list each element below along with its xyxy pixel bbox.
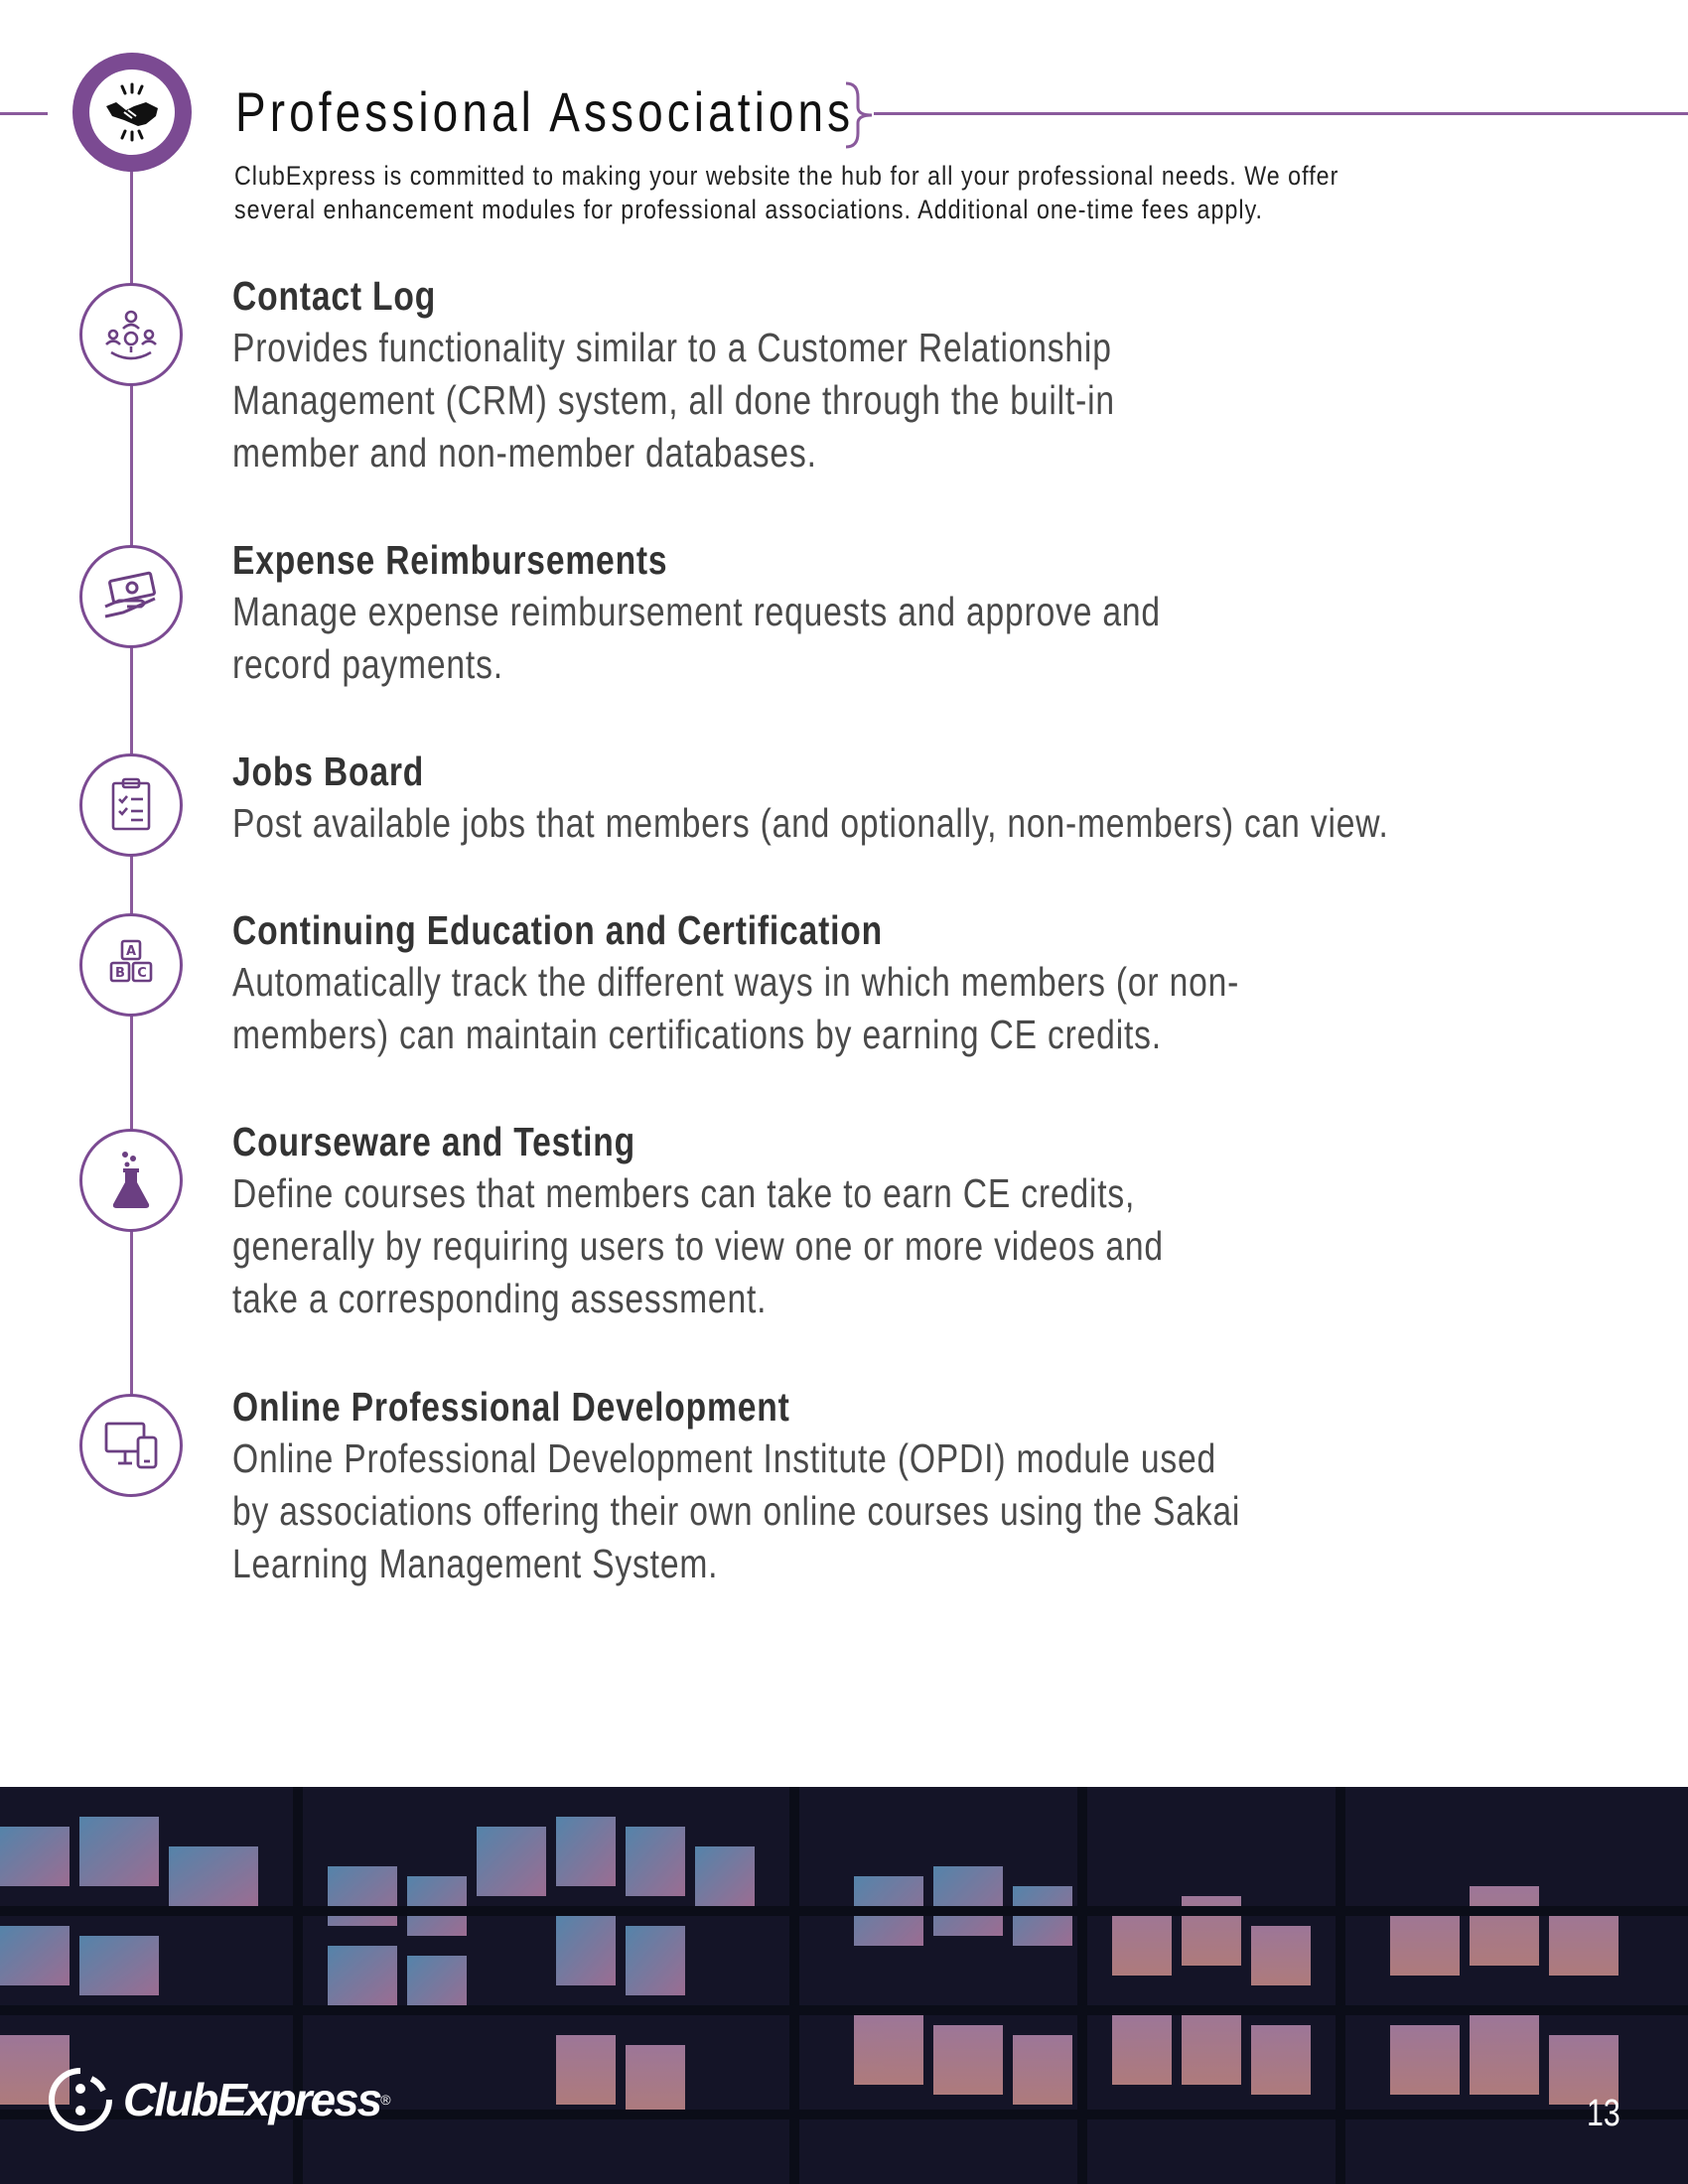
expense-reimbursements-badge xyxy=(79,545,183,648)
item-jobs-board xyxy=(232,746,1454,850)
item-description: Provides functionality similar to a Customer Relationship Management (CRM) system, all done through the built-in member and non-member databases. xyxy=(232,325,1115,476)
left-header-rule xyxy=(0,112,48,115)
item-title: Online Professional Development xyxy=(232,1384,790,1430)
svg-text:B: B xyxy=(115,966,125,981)
clipboard-checklist-icon xyxy=(103,775,159,835)
item-expense-reimbursements xyxy=(232,534,1454,691)
item-title: Continuing Education and Certification xyxy=(232,907,883,953)
jobs-board-badge xyxy=(79,753,183,857)
item-description: Manage expense reimbursement requests and approve and record payments. xyxy=(232,589,1161,687)
item-courseware-testing xyxy=(232,1116,1454,1325)
header-badge xyxy=(72,53,192,172)
item-description: Define courses that members can take to earn CE credits, generally by requiring users to view one or more videos and take a corresponding assessment. xyxy=(232,1170,1164,1321)
continuing-education-badge xyxy=(79,913,183,1017)
people-network-icon xyxy=(99,303,163,366)
page-title-wrap xyxy=(235,79,990,144)
right-header-rule xyxy=(874,112,1688,115)
intro-line-2: several enhancement modules for professional associations. Additional one-time fees apply. xyxy=(234,195,1263,224)
svg-text:A: A xyxy=(125,944,137,959)
intro-text xyxy=(234,159,1378,226)
item-contact-log xyxy=(232,270,1454,479)
contact-log-badge xyxy=(79,283,183,386)
page-number: 13 xyxy=(1587,2093,1620,2134)
item-title: Expense Reimbursements xyxy=(232,537,668,583)
money-hand-icon xyxy=(97,563,165,630)
item-description: Online Professional Development Institute (OPDI) module used by associations offering their own online courses using the Sakai Learning Management System. xyxy=(232,1435,1241,1586)
page-title: Professional Associations xyxy=(235,80,855,143)
courseware-testing-badge xyxy=(79,1129,183,1232)
item-description: Post available jobs that members (and optionally, non-members) can view. xyxy=(232,800,1389,846)
clubexpress-logo xyxy=(46,2065,391,2134)
abc-blocks-icon xyxy=(101,935,161,995)
item-title: Contact Log xyxy=(232,273,437,319)
item-title: Jobs Board xyxy=(232,749,425,794)
item-online-development xyxy=(232,1381,1454,1590)
devices-icon xyxy=(100,1418,162,1473)
item-title: Courseware and Testing xyxy=(232,1119,636,1164)
svg-text:C: C xyxy=(137,966,147,981)
title-brace-icon xyxy=(842,79,876,151)
flask-icon xyxy=(103,1149,159,1212)
logo-registered-mark: ® xyxy=(380,2092,391,2108)
item-description: Automatically track the different ways in which members (or non-members) can maintain certifications by earning CE credits. xyxy=(232,959,1240,1057)
intro-line-1: ClubExpress is committed to making your website the hub for all your professional needs. We offer xyxy=(234,161,1339,191)
item-continuing-education xyxy=(232,904,1454,1061)
clubexpress-logo-icon xyxy=(46,2065,115,2134)
online-development-badge xyxy=(79,1394,183,1497)
handshake-icon xyxy=(100,80,164,144)
logo-text: ClubExpress xyxy=(123,2074,381,2125)
